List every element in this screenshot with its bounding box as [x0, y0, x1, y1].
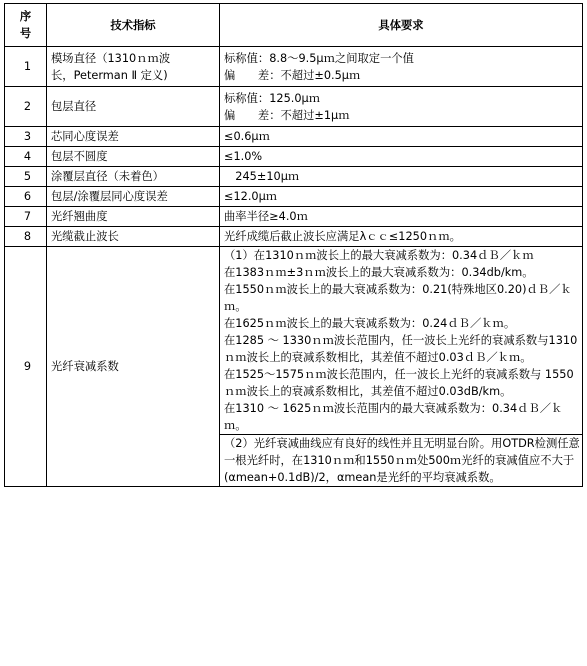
requirement-line: 偏 差：不超过±0.5μｍ: [224, 68, 361, 82]
attenuation-line: 在1550ｎｍ波长上的最大衰减系数为：0.21(特殊地区0.20)ｄＢ／ｋｍ。: [224, 283, 572, 313]
requirement-cell: ≤1.0%: [220, 147, 583, 167]
indicator-cell: 光缆截止波长: [47, 227, 220, 247]
indicator-cell: 光纤衰减系数: [47, 247, 220, 487]
indicator-line: 长，Peterman Ⅱ 定义): [51, 68, 168, 82]
requirement-line: 标称值：125.0μｍ: [224, 91, 321, 105]
row-number: 9: [5, 247, 47, 487]
indicator-cell: 芯同心度误差: [47, 127, 220, 147]
attenuation-line: 在1525～1575ｎｍ波长范围内，任一波长上光纤的衰减系数与 1550ｎｍ波长上的衰减系数相比，其差值不超过0.03dB/km。: [224, 368, 574, 398]
attenuation-line: （1）在1310ｎｍ波长上的最大衰减系数为：0.34ｄＢ／ｋｍ: [224, 249, 534, 262]
table-row: [5, 207, 583, 227]
attenuation-part2-cell: [220, 435, 583, 487]
header-row: [5, 4, 583, 47]
indicator-cell: 涂覆层直径（未着色）: [47, 167, 220, 187]
row-number: 3: [5, 127, 47, 147]
attenuation-part1-cell: [220, 247, 583, 435]
indicator-cell: 光纤翘曲度: [47, 207, 220, 227]
requirement-cell: [220, 47, 583, 87]
indicator-cell: 包层不圆度: [47, 147, 220, 167]
header-indicator: 技术指标: [47, 4, 220, 47]
attenuation-line: 在1625ｎｍ波长上的最大衰减系数为：0.24ｄＢ／ｋｍ。: [224, 317, 516, 330]
row-number: 2: [5, 87, 47, 127]
table-row: [5, 187, 583, 207]
header-requirement: 具体要求: [220, 4, 583, 47]
row-number: 4: [5, 147, 47, 167]
table-row: [5, 127, 583, 147]
attenuation-line: 在1310 ～ 1625ｎｍ波长范围内的最大衰减系数为：0.34ｄＢ／ｋｍ。: [224, 402, 563, 432]
attenuation-line: 在1383ｎｍ±3ｎｍ波长上的最大衰减系数为：0.34db/km。: [224, 266, 534, 279]
indicator-cell: 包层直径: [47, 87, 220, 127]
table-row: [5, 87, 583, 127]
requirement-line: 偏 差：不超过±1μｍ: [224, 108, 350, 122]
indicator-cell: 包层/涂覆层同心度误差: [47, 187, 220, 207]
requirement-cell: ≤12.0μｍ: [220, 187, 583, 207]
table-row: [5, 167, 583, 187]
requirement-cell: [220, 87, 583, 127]
requirement-cell: ≤0.6μｍ: [220, 127, 583, 147]
attenuation-line: （2）光纤衰减曲线应有良好的线性并且无明显台阶。用OTDR检测任意一根光纤时，在1310ｎｍ和1550ｎｍ处500ｍ光纤的衰减值应不大于(αmean+0.1dB)/2，αmean是光纤的平均衰减系数。: [224, 437, 580, 484]
header-seq-line1: 序: [19, 10, 32, 23]
requirement-line: 标称值：8.8～9.5μｍ之间取定一个值: [224, 51, 414, 65]
row-number: 7: [5, 207, 47, 227]
table-row: [5, 147, 583, 167]
header-seq: [5, 4, 47, 47]
indicator-cell: [47, 47, 220, 87]
requirement-cell: 光纤成缆后截止波长应满足λｃｃ≤1250ｎｍ。: [220, 227, 583, 247]
table-row: [5, 227, 583, 247]
table-row: [5, 47, 583, 87]
attenuation-line: 在1285 ～ 1330ｎｍ波长范围内，任一波长上光纤的衰减系数与1310ｎｍ波长上的衰减系数相比，其差值不超过0.03ｄＢ／ｋｍ。: [224, 334, 578, 364]
row-number: 8: [5, 227, 47, 247]
header-seq-line2: 号: [19, 27, 32, 40]
requirement-cell: 曲率半径≥4.0ｍ: [220, 207, 583, 227]
row-number: 6: [5, 187, 47, 207]
row-number: 5: [5, 167, 47, 187]
table-row: [5, 247, 583, 435]
spec-table: [4, 3, 583, 487]
indicator-line: 模场直径（1310ｎｍ波: [51, 51, 171, 65]
row-number: 1: [5, 47, 47, 87]
requirement-cell: 245±10μｍ: [220, 167, 583, 187]
